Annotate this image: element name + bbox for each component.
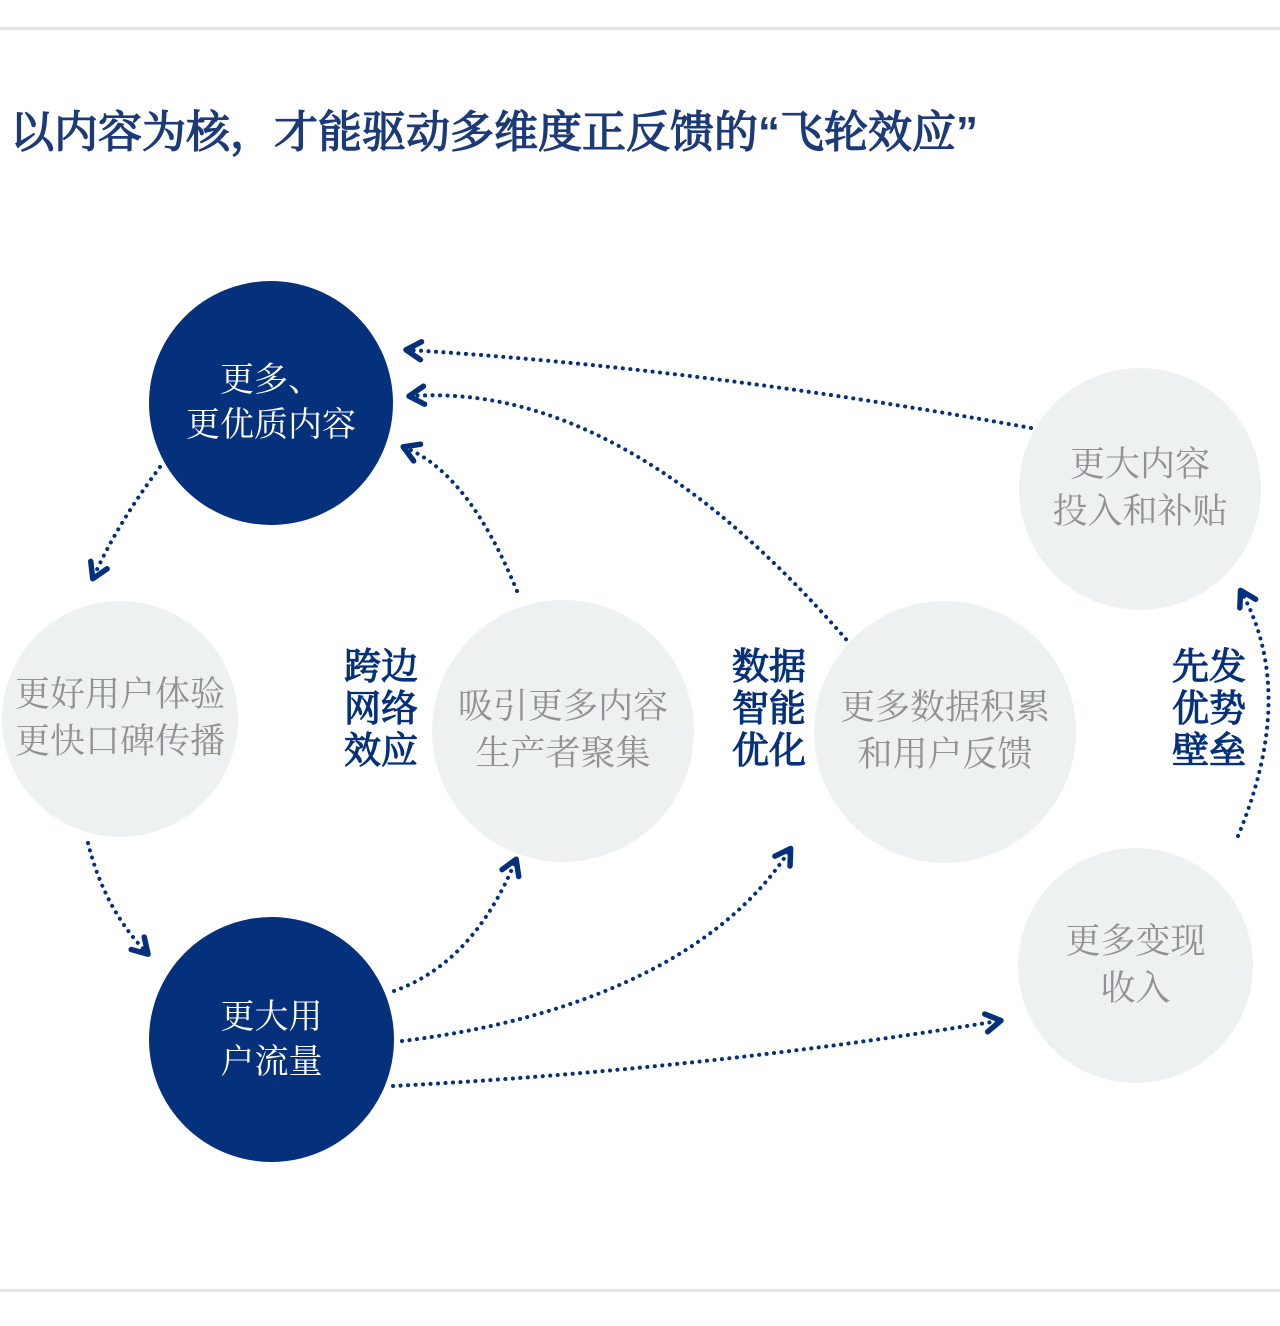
node-data-accumulation — [814, 601, 1076, 863]
label-cross-side-network-effect — [331, 646, 431, 771]
arrow-traffic-to-data — [402, 851, 789, 1041]
node-label-line: 更优质内容 — [186, 406, 356, 444]
node-label-line: 更多变现 — [1065, 921, 1206, 961]
node-label-line: 更快口碑传播 — [14, 722, 225, 761]
node-user-traffic — [149, 917, 394, 1162]
node-monetization-revenue — [1018, 848, 1253, 1083]
arrow-traffic-to-revenue — [393, 1021, 998, 1086]
node-label-line: 收入 — [1100, 968, 1171, 1008]
node-label-line: 更大用 — [220, 997, 323, 1036]
edge-label-line: 跨边 — [344, 646, 418, 687]
node-user-experience — [2, 601, 238, 837]
node-label-line: 更多数据积累 — [839, 688, 1050, 728]
edge-label-line: 先发 — [1172, 646, 1246, 687]
arrow-content-to-experience — [94, 467, 160, 576]
node-label-line: 投入和补贴 — [1052, 492, 1228, 531]
node-label-line: 吸引更多内容 — [457, 687, 668, 727]
node-label-line: 和用户反馈 — [857, 735, 1033, 774]
page-title: 以内容为核，才能驱动多维度正反馈的“飞轮效应” — [10, 108, 978, 157]
label-data-intelligence-optimization — [719, 646, 819, 771]
edge-label-line: 优化 — [732, 729, 806, 771]
bottom-divider — [0, 1289, 1280, 1292]
node-more-quality-content — [149, 281, 393, 525]
top-divider — [0, 27, 1280, 30]
arrow-producers-to-content — [406, 448, 517, 591]
edge-label-line: 网络 — [344, 687, 418, 729]
edge-label-line: 智能 — [732, 687, 806, 729]
node-label-line: 生产者聚集 — [475, 734, 651, 773]
node-content-producers — [432, 600, 694, 862]
edge-label-line: 数据 — [732, 646, 806, 687]
arrow-traffic-to-producers — [394, 862, 515, 991]
arrow-experience-to-traffic — [88, 843, 146, 952]
edge-label-line: 效应 — [344, 729, 418, 771]
label-first-mover-advantage — [1159, 646, 1259, 771]
node-label-line: 户流量 — [220, 1042, 323, 1081]
arrow-data-to-content — [412, 395, 851, 645]
node-content-investment — [1019, 368, 1261, 610]
edge-label-line: 壁垒 — [1172, 729, 1246, 771]
node-label-line: 更多、 — [220, 361, 322, 400]
arrow-investment-to-content — [409, 350, 1031, 428]
node-label-line: 更大内容 — [1069, 445, 1210, 485]
node-label-line: 更好用户体验 — [14, 675, 225, 715]
edge-label-line: 优势 — [1172, 687, 1246, 729]
